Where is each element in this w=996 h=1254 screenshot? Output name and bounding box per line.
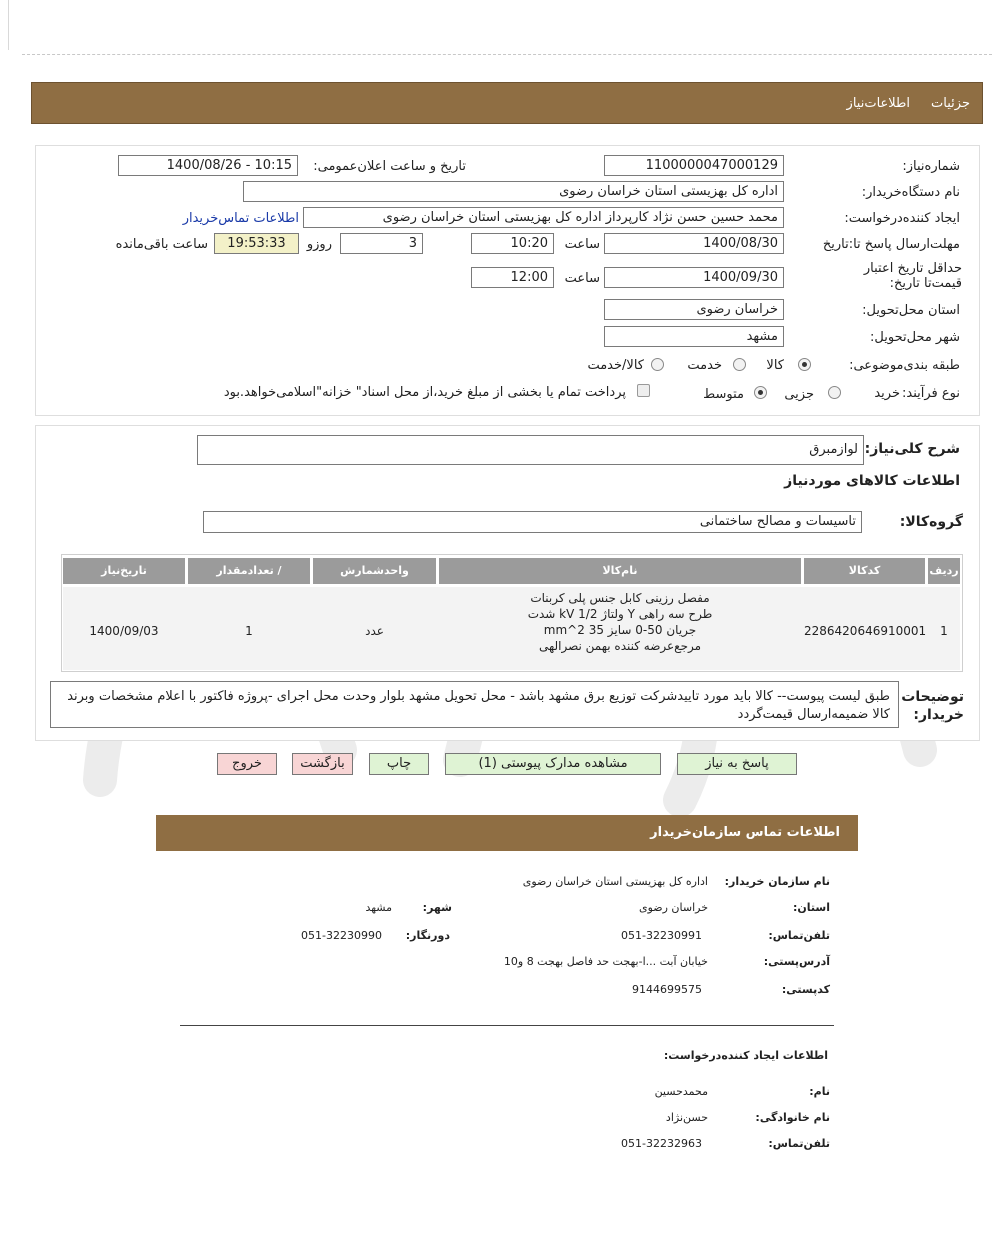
header-divider xyxy=(22,54,992,55)
contact-org-label: نام سازمان خریدار: xyxy=(724,875,830,888)
row-unit: عدد xyxy=(365,624,384,638)
need-number-label: شماره‌نیاز: xyxy=(902,159,960,174)
col-date-header: تاریخ‌نیاز xyxy=(63,558,185,584)
contact-fax-value: 051-32230990 xyxy=(301,929,382,942)
buyer-org-field: اداره کل بهزیستی استان خراسان رضوی xyxy=(243,181,784,202)
validity-date-field: 1400/09/30 xyxy=(604,267,784,288)
contact-phone-value: 051-32230991 xyxy=(621,929,702,942)
goods-info-title: اطلاعات کالاهای موردنیاز xyxy=(784,473,960,489)
contact-postal-label: کد‌پستی: xyxy=(781,983,830,996)
province-field: خراسان رضوی xyxy=(604,299,784,320)
requester-family-value: حسن‌نژاد xyxy=(665,1111,708,1124)
contact-address-value: خیابان آبت ...ا-بهجت حد فاصل بهجت 8 و10 xyxy=(503,955,708,968)
city-field: مشهد xyxy=(604,326,784,347)
col-unit-header: واحدشمارش xyxy=(313,558,436,584)
remaining-timer: 19:53:33 xyxy=(214,233,299,254)
buyer-org-label: نام دستگاه‌خریدار: xyxy=(861,185,960,200)
reply-time-field: 10:20 xyxy=(471,233,554,254)
row-qty: 1 xyxy=(245,624,253,638)
province-label: استان محل‌تحویل: xyxy=(862,303,960,318)
requester-name-label: نام: xyxy=(809,1085,830,1098)
col-row-header: ردیف xyxy=(928,558,960,584)
contact-fax-label: دورنگار: xyxy=(405,929,450,942)
contact-postal-value: 9144699575 xyxy=(632,983,702,996)
process-label: نوع فرآیند: xyxy=(902,386,960,401)
requester-title: اطلاعات ایجاد کننده‌درخواست: xyxy=(663,1049,828,1062)
contact-address-label: آدرس‌پستی: xyxy=(763,955,830,968)
creator-label: ایجاد کننده‌درخواست: xyxy=(844,211,960,226)
goods-group-field: تاسیسات و مصالح ساختمانی xyxy=(203,511,862,533)
print-button[interactable]: چاپ xyxy=(369,753,429,775)
days-label: روزو xyxy=(306,237,332,252)
process-minor-label: جزیی xyxy=(784,387,814,402)
need-desc-label: شرح کلی‌نیاز: xyxy=(864,441,960,457)
col-qty-header: تعداد‌مقدار / xyxy=(188,558,310,584)
tab-need-info[interactable]: اطلاعات‌نیاز xyxy=(846,96,910,111)
announce-label: تاریخ و ساعت اعلان‌عمومی: xyxy=(313,159,466,174)
category-service-label: خدمت xyxy=(687,358,722,373)
treasury-payment-label: پرداخت تمام یا بخشی از مبلغ خرید،از محل اسناد" خزانه"اسلامی‌خواهد.بود xyxy=(223,385,626,400)
category-goods-radio[interactable] xyxy=(798,358,811,371)
reply-date-field: 1400/08/30 xyxy=(604,233,784,254)
row-code: 2286420646910001 xyxy=(804,624,927,638)
buyer-contact-link[interactable]: اطلاعات تماس‌خریدار xyxy=(182,211,299,226)
process-buy-label: خرید xyxy=(874,386,900,401)
city-label: شهر محل‌تحویل: xyxy=(870,330,960,345)
col-code-header: کدکالا xyxy=(804,558,925,584)
contact-phone-label: تلفن‌تماس: xyxy=(768,929,830,942)
announce-field: 1400/08/26 - 10:15 xyxy=(118,155,298,176)
contact-province-label: استان: xyxy=(793,901,830,914)
buyer-notes-label: توضیحات خریدار: xyxy=(901,689,964,723)
contact-org-value: اداره کل بهزیستی استان خراسان رضوی xyxy=(522,875,708,888)
exit-button[interactable]: خروج xyxy=(217,753,277,775)
contact-city-value: مشهد xyxy=(365,901,392,914)
category-both-label: کالا/خدمت xyxy=(587,358,644,373)
category-both-radio[interactable] xyxy=(651,358,664,371)
need-number-field: 1100000047000129 xyxy=(604,155,784,176)
row-date: 1400/09/03 xyxy=(89,624,159,638)
validity-time-label: ساعت xyxy=(564,271,600,286)
buyer-contact-title: اطلاعات تماس سازمان‌خریدار xyxy=(650,825,840,840)
process-medium-label: متوسط xyxy=(703,387,744,402)
reply-time-label: ساعت xyxy=(564,237,600,252)
page-left-rule xyxy=(8,0,9,50)
row-number: 1 xyxy=(940,624,948,638)
requester-name-value: محمدحسین xyxy=(654,1085,708,1098)
goods-group-label: گروه‌کالا: xyxy=(899,514,963,530)
buyer-notes-field: طبق لیست پیوست-- کالا باید مورد تاییدشرکت توزیع برق مشهد باشد - محل تحویل مشهد بلوار وحدت محل اجرای -پروژه فاکتور با اعلام مشخصات وبرند کالا ضمیمه‌ارسال قیمت‌گردد xyxy=(50,681,899,728)
days-field: 3 xyxy=(340,233,423,254)
section-header-bar xyxy=(31,82,983,124)
attachments-button[interactable]: مشاهده مدارک پیوستی (1) xyxy=(445,753,661,775)
need-desc-field: لوازمبرق xyxy=(197,435,864,465)
row-name: مفصل رزینی کابل جنس پلی کربنات طرح سه راهی Y ولتاژ 1/2 kV شدت جریان 50-0 سایز 35 mm^2 مرجع‌عرضه کننده بهمن نصرالهی xyxy=(527,591,713,653)
contact-divider xyxy=(180,1025,834,1026)
reply-deadline-label: مهلت‌ارسال پاسخ تا:تاریخ xyxy=(822,237,960,252)
buyer-contact-header xyxy=(156,815,858,851)
creator-field: محمد حسین حسن نژاد کارپرداز اداره کل بهزیستی استان خراسان رضوی xyxy=(303,207,784,228)
back-button[interactable]: بازگشت xyxy=(292,753,353,775)
requester-family-label: نام خانوادگی: xyxy=(755,1111,830,1124)
col-name-header: نام‌کالا xyxy=(439,558,801,584)
category-label: طبقه بندی‌موضوعی: xyxy=(849,358,960,373)
remaining-label: ساعت باقی‌مانده xyxy=(115,237,208,252)
treasury-payment-checkbox[interactable] xyxy=(637,384,650,397)
validity-time-field: 12:00 xyxy=(471,267,554,288)
tab-details[interactable]: جزئیات xyxy=(931,96,970,111)
requester-phone-label: تلفن‌تماس: xyxy=(768,1137,830,1150)
validity-label: حداقل تاریخ اعتبار قیمت‌تا تاریخ: xyxy=(863,261,962,291)
reply-button[interactable]: پاسخ به نیاز xyxy=(677,753,797,775)
process-minor-radio[interactable] xyxy=(828,386,841,399)
contact-city-label: شهر: xyxy=(422,901,452,914)
category-goods-label: کالا xyxy=(766,358,784,373)
process-medium-radio[interactable] xyxy=(754,386,767,399)
contact-province-value: خراسان رضوی xyxy=(638,901,708,914)
requester-phone-value: 051-32232963 xyxy=(621,1137,702,1150)
category-service-radio[interactable] xyxy=(733,358,746,371)
